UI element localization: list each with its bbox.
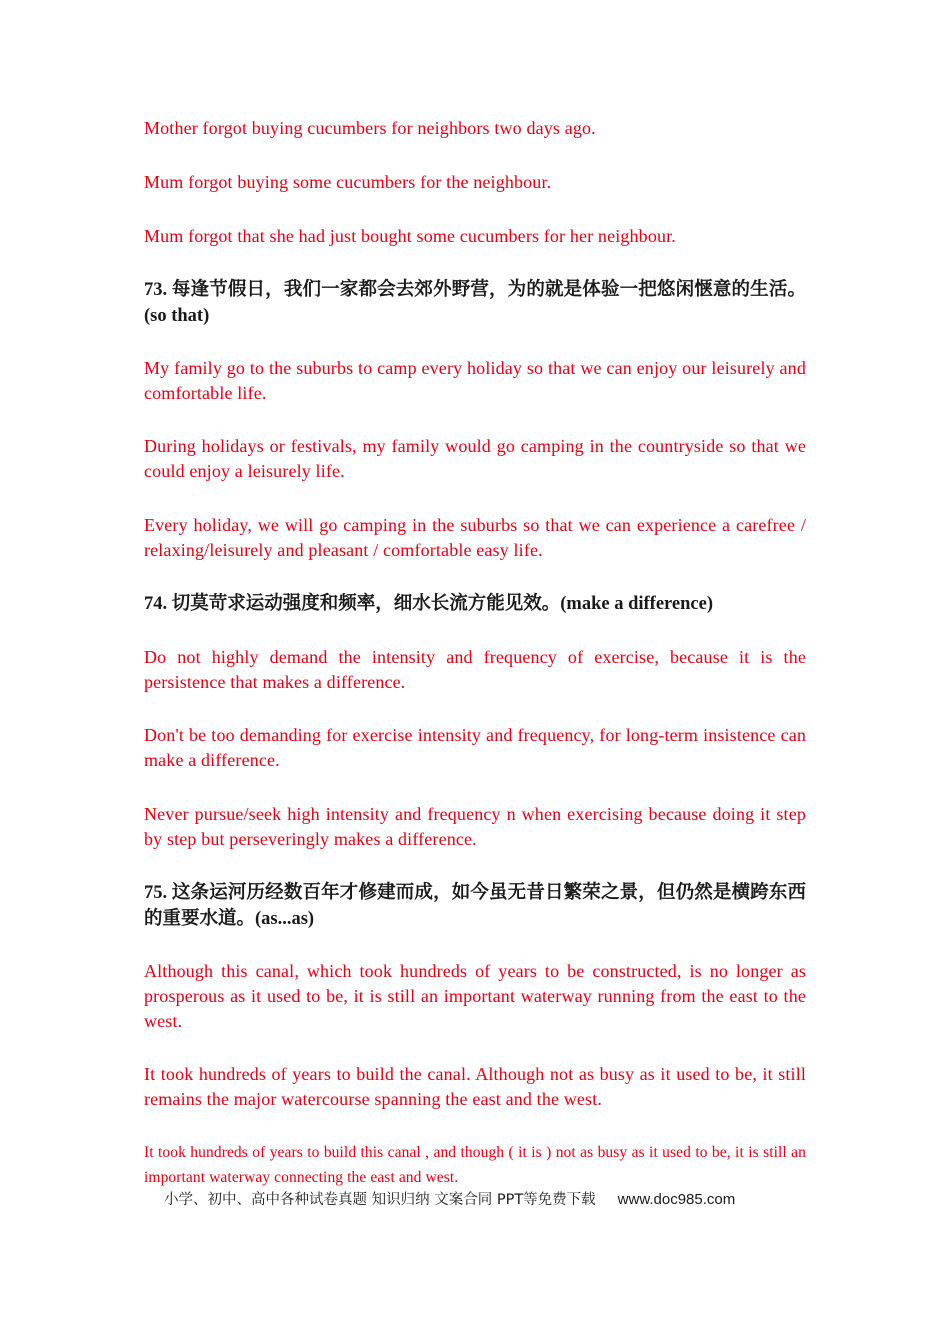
answer-72-2: Mum forgot buying some cucumbers for the neighbour. [144, 172, 552, 192]
answer-74-1: Do not highly demand the intensity and frequency of exercise, because it is the persistence that makes a difference. [144, 647, 806, 692]
answer-72-3: Mum forgot that she had just bought some cucumbers for her neighbour. [144, 226, 676, 246]
footer-banner [164, 1188, 735, 1209]
answer-73-2: During holidays or festivals, my family would go camping in the countryside so that we could enjoy a leisurely life. [144, 436, 806, 481]
question-73 [144, 277, 806, 329]
answer-73-1: My family go to the suburbs to camp every holiday so that we can enjoy our leisurely and comfortable life. [144, 358, 806, 403]
answer-73-3: Every holiday, we will go camping in the suburbs so that we can experience a carefree / relaxing/leisurely and pleasant / comfortable easy life. [144, 515, 806, 560]
answer-75-3: It took hundreds of years to build this canal , and though ( it is ) not as busy as it used to be, it is still an important waterway connecting the east and west. [144, 1144, 806, 1186]
answer-74-3: Never pursue/seek high intensity and frequency n when exercising because doing it step by step but perseveringly makes a difference. [144, 804, 806, 849]
question-74-text: 切莫苛求运动强度和频率，细水长流方能见效。(make a difference) [171, 594, 713, 614]
question-75-text: 这条运河历经数百年才修建而成，如今虽无昔日繁荣之景，但仍然是横跨东西的重要水道。(as...as) [144, 883, 806, 929]
question-75-number: 75. [144, 883, 168, 903]
question-75 [144, 880, 806, 932]
question-73-text: 每逢节假日，我们一家都会去郊外野营，为的就是体验一把悠闲惬意的生活。(so that) [144, 280, 806, 326]
answer-72-1: Mother forgot buying cucumbers for neighbors two days ago. [144, 118, 596, 138]
answer-74-2: Don't be too demanding for exercise intensity and frequency, for long-term insistence can make a difference. [144, 725, 806, 770]
answer-75-2: It took hundreds of years to build the canal. Although not as busy as it used to be, it still remains the major watercourse spanning the east and the west. [144, 1064, 806, 1109]
question-74-number: 74. [144, 594, 168, 614]
question-73-number: 73. [144, 280, 168, 300]
footer-text: 小学、初中、高中各种试卷真题 知识归纳 文案合同 PPT等免费下载 [164, 1192, 596, 1208]
answer-75-1: Although this canal, which took hundreds of years to be constructed, is no longer as prosperous as it used to be, it is still an important waterway running from the east to the west. [144, 961, 806, 1031]
footer-site-link[interactable]: www.doc985.com [617, 1191, 736, 1208]
question-74 [144, 591, 806, 617]
